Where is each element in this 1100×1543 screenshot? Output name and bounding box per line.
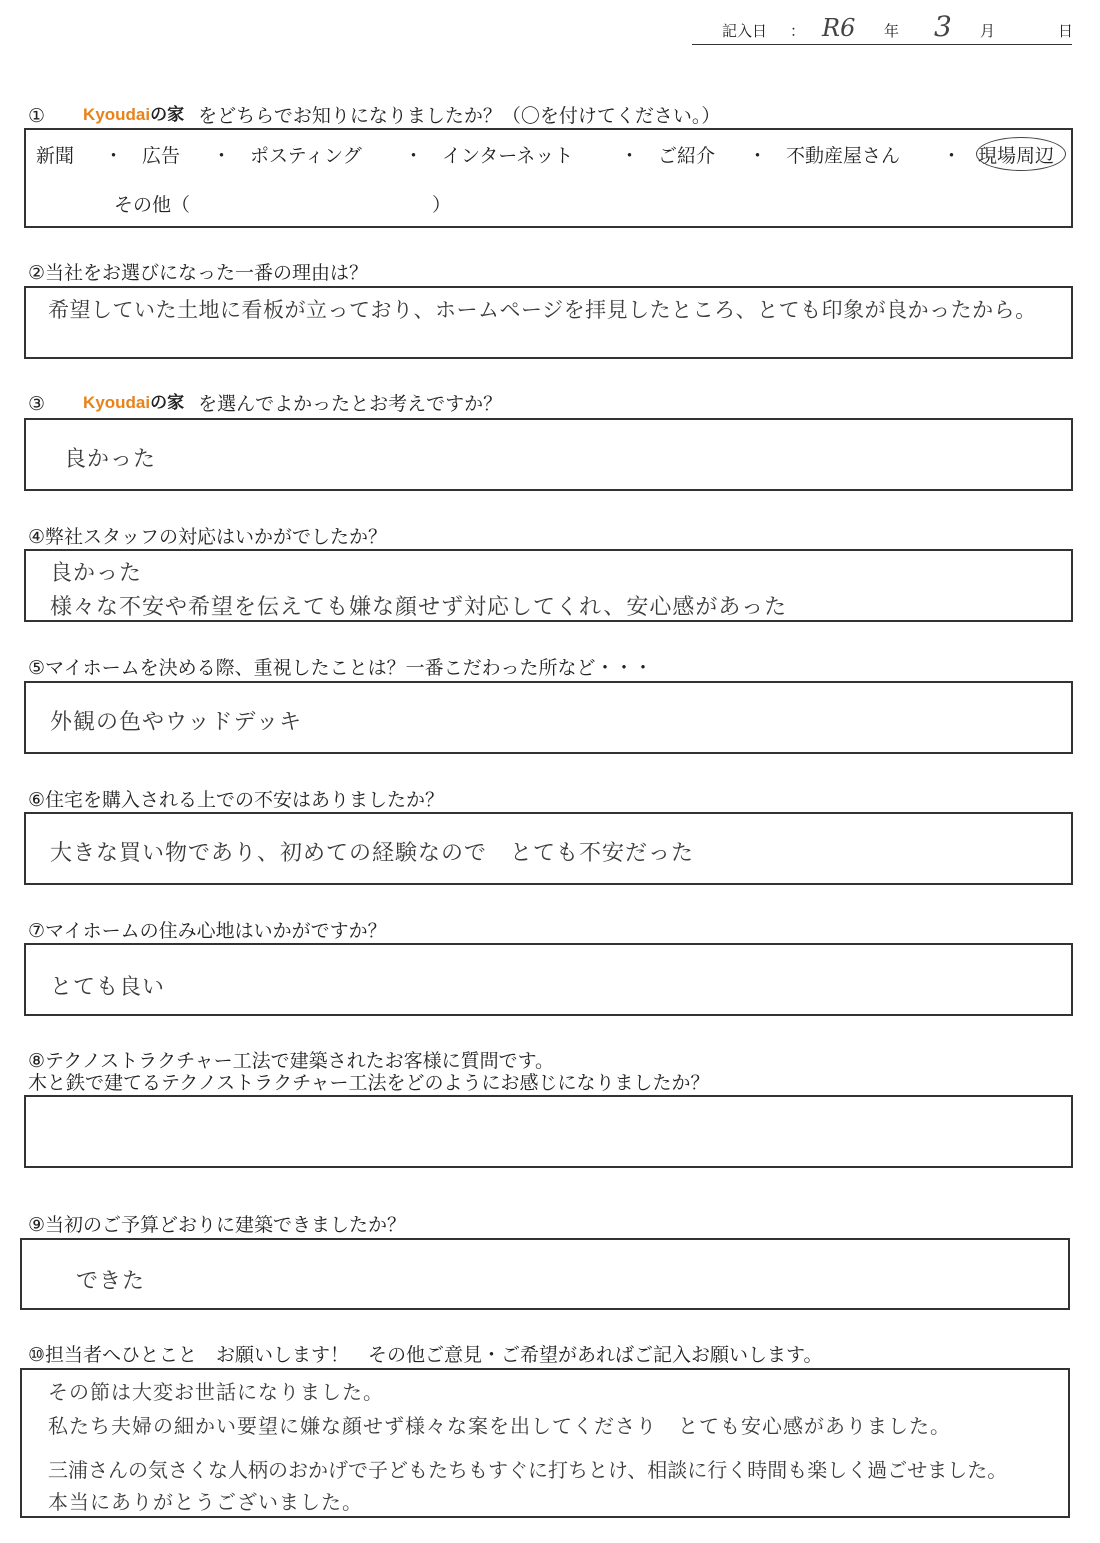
logo-suffix: の家	[150, 105, 185, 125]
q4-answer-line-2: 様々な不安や希望を伝えても嫌な顔せず対応してくれ、安心感があった	[50, 595, 788, 620]
question-6: ⑥住宅を購入される上での不安はありましたか？	[28, 789, 445, 811]
date-colon: ：	[790, 22, 806, 40]
q10-answer-line: 三浦さんの気さくな人柄のおかげで子どもたちもすぐに打ちとけ、相談に行く時間も楽しく過ごせました。	[48, 1458, 1008, 1482]
option-separator: ・	[620, 145, 640, 167]
logo-brand: Kyoudai	[83, 393, 151, 412]
q5-answer: 外観の色やウッドデッキ	[50, 710, 303, 735]
kyoudai-logo	[83, 100, 184, 125]
selected-option-circle	[976, 137, 1066, 171]
q10-answer-line: 本当にありがとうございました。	[48, 1490, 363, 1514]
q10-answer-line: 私たち夫婦の細かい要望に嫌な顔せず様々な案を出してくださり とても安心感がありました。	[48, 1414, 951, 1438]
date-month-value: 3	[934, 10, 952, 43]
q3-text: を選んでよかったとお考えですか？	[198, 393, 503, 415]
q4-answer-line-1: 良かった	[50, 561, 143, 586]
q3-number: ③	[28, 393, 46, 415]
option-other-close: ）	[432, 194, 452, 216]
option-separator: ・	[404, 145, 424, 167]
question-5: ⑤マイホームを決める際、重視したことは？一番こだわった所など・・・	[28, 657, 653, 679]
option-separator: ・	[748, 145, 768, 167]
option-separator: ・	[104, 145, 124, 167]
q8-answer-box	[24, 1095, 1073, 1168]
question-3	[28, 388, 502, 416]
question-7: ⑦マイホームの住み心地はいかがですか？	[28, 920, 387, 942]
date-underline	[692, 44, 1072, 45]
option-other-label[interactable]: その他（	[114, 194, 191, 216]
q1-text: をどちらでお知りになりましたか？（〇を付けてください。）	[198, 105, 721, 127]
option-separator: ・	[942, 145, 962, 167]
q6-answer: 大きな買い物であり、初めての経験なので とても不安だった	[50, 841, 695, 866]
date-era-year: R6	[822, 14, 856, 42]
question-10: ⑩担当者へひとこと お願いします！ その他ご意見・ご希望があればご記入お願いします。	[28, 1344, 823, 1366]
q2-answer: 希望していた土地に看板が立っており、ホームページを拝見したところ、とても印象が良かったから。	[48, 298, 1037, 322]
date-year-unit: 年	[884, 22, 900, 40]
logo-suffix: の家	[150, 393, 185, 413]
question-9: ⑨当初のご予算どおりに建築できましたか？	[28, 1214, 407, 1236]
logo-brand: Kyoudai	[83, 105, 151, 124]
option-advertisement[interactable]: 広告	[142, 145, 181, 167]
date-day-unit: 日	[1058, 22, 1074, 40]
option-real-estate-agent[interactable]: 不動産屋さん	[786, 145, 901, 167]
q7-answer: とても良い	[50, 975, 166, 1000]
q1-number: ①	[28, 105, 46, 127]
date-label: 記入日	[722, 22, 768, 40]
q9-answer: できた	[76, 1269, 146, 1294]
option-referral[interactable]: ご紹介	[658, 145, 716, 167]
question-1	[28, 100, 720, 128]
q3-answer-box	[24, 418, 1073, 491]
q3-answer: 良かった	[64, 447, 157, 472]
question-4: ④弊社スタッフの対応はいかがでしたか？	[28, 526, 388, 548]
question-8-line-2: 木と鉄で建てるテクノストラクチャー工法をどのようにお感じになりましたか？	[28, 1072, 710, 1094]
q9-answer-box	[20, 1238, 1070, 1310]
q7-answer-box	[24, 943, 1073, 1016]
option-site-vicinity[interactable]: 現場周辺	[978, 145, 1055, 167]
question-2: ②当社をお選びになった一番の理由は？	[28, 262, 369, 284]
question-8-line-1: ⑧テクノストラクチャー工法で建築されたお客様に質問です。	[28, 1050, 555, 1072]
option-internet[interactable]: インターネット	[442, 145, 574, 167]
option-separator: ・	[212, 145, 232, 167]
date-month-unit: 月	[980, 22, 996, 40]
option-newspaper[interactable]: 新聞	[36, 145, 75, 167]
q10-answer-line: その節は大変お世話になりました。	[48, 1380, 384, 1404]
option-posting[interactable]: ポスティング	[250, 145, 362, 167]
kyoudai-logo	[83, 388, 184, 413]
